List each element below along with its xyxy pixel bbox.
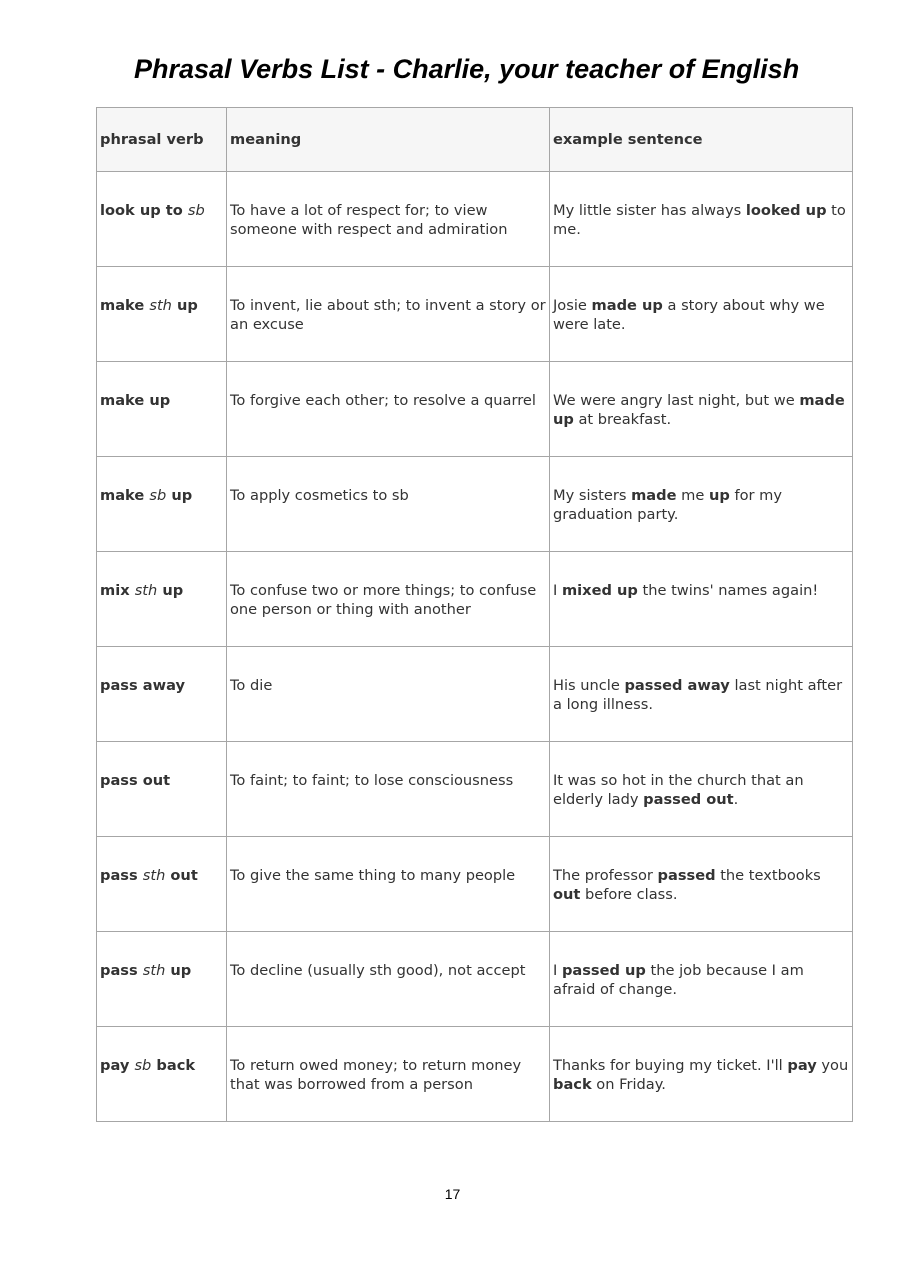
table-row xyxy=(97,172,853,267)
header-phrasal-verb: phrasal verb xyxy=(97,108,227,172)
text-run: make up xyxy=(100,392,171,409)
table-header-row xyxy=(97,108,853,172)
text-run: up xyxy=(165,962,192,979)
example-sentence-cell xyxy=(550,1027,853,1122)
example-sentence-cell xyxy=(550,267,853,362)
text-run: passed away xyxy=(624,677,730,694)
text-run: sb xyxy=(149,487,167,504)
text-run: pay xyxy=(787,1057,817,1074)
text-run: make xyxy=(100,297,150,314)
text-run: We were angry last night, but we xyxy=(553,392,800,409)
text-run: sth xyxy=(134,582,158,599)
text-run: me xyxy=(676,487,709,504)
text-run: passed up xyxy=(561,962,646,979)
page-title: Phrasal Verbs List - Charlie, your teacher of English xyxy=(134,54,800,84)
header-example-sentence: example sentence xyxy=(550,108,853,172)
table-body xyxy=(97,172,853,1122)
text-run: My sisters xyxy=(553,487,632,504)
table-row xyxy=(97,267,853,362)
meaning-cell: To forgive each other; to resolve a quarrel xyxy=(227,362,550,457)
text-run: Thanks for buying my ticket. I'll xyxy=(553,1057,788,1074)
table-row xyxy=(97,362,853,457)
phrasal-verb-cell xyxy=(97,457,227,552)
text-run: passed xyxy=(657,867,716,884)
text-run: the textbooks xyxy=(715,867,821,884)
text-run: back xyxy=(151,1057,196,1074)
text-run: pass out xyxy=(100,772,171,789)
text-run: make xyxy=(100,487,150,504)
text-run: made up xyxy=(553,392,845,428)
text-run: up xyxy=(166,487,193,504)
phrasal-verb-cell xyxy=(97,1027,227,1122)
table-row xyxy=(97,742,853,837)
text-run: sb xyxy=(187,202,205,219)
meaning-cell: To invent, lie about sth; to invent a story or an excuse xyxy=(227,267,550,362)
header-meaning: meaning xyxy=(227,108,550,172)
text-run: a story about why we were late. xyxy=(553,297,825,333)
phrasal-verb-cell xyxy=(97,837,227,932)
meaning-cell: To faint; to faint; to lose consciousness xyxy=(227,742,550,837)
example-sentence-cell xyxy=(550,172,853,267)
text-run: sb xyxy=(134,1057,152,1074)
text-run: sth xyxy=(149,297,172,314)
text-run: last night after a long illness. xyxy=(553,677,843,713)
text-run: to me. xyxy=(553,202,846,238)
text-run: His uncle xyxy=(553,677,625,694)
table-row xyxy=(97,1027,853,1122)
text-run: sth xyxy=(142,962,166,979)
meaning-cell: To return owed money; to return money that was borrowed from a person xyxy=(227,1027,550,1122)
text-run: Josie xyxy=(553,297,592,314)
meaning-cell: To confuse two or more things; to confuse one person or thing with another xyxy=(227,552,550,647)
text-run: sth xyxy=(142,867,166,884)
text-run: out xyxy=(553,886,581,903)
text-run: for my graduation party. xyxy=(553,487,783,523)
text-run: mixed up xyxy=(561,582,638,599)
text-run: passed out xyxy=(643,791,734,808)
phrasal-verb-cell xyxy=(97,932,227,1027)
text-run: up xyxy=(171,297,198,314)
meaning-cell: To die xyxy=(227,647,550,742)
example-sentence-cell xyxy=(550,362,853,457)
example-sentence-cell xyxy=(550,457,853,552)
example-sentence-cell xyxy=(550,742,853,837)
text-run: pass xyxy=(100,962,143,979)
phrasal-verb-cell xyxy=(97,647,227,742)
text-run: pass away xyxy=(100,677,185,694)
text-run: at breakfast. xyxy=(573,411,672,428)
phrasal-verb-cell xyxy=(97,362,227,457)
meaning-cell: To have a lot of respect for; to view someone with respect and admiration xyxy=(227,172,550,267)
text-run: look up to xyxy=(100,202,188,219)
text-run: I xyxy=(553,962,562,979)
meaning-cell: To apply cosmetics to sb xyxy=(227,457,550,552)
text-run: up xyxy=(157,582,184,599)
table-row xyxy=(97,457,853,552)
text-run: on Friday. xyxy=(591,1076,666,1093)
text-run: . xyxy=(733,791,739,808)
meaning-cell: To decline (usually sth good), not accept xyxy=(227,932,550,1027)
phrasal-verb-cell xyxy=(97,552,227,647)
text-run: pay xyxy=(100,1057,135,1074)
example-sentence-cell xyxy=(550,932,853,1027)
table-row xyxy=(97,647,853,742)
text-run: The professor xyxy=(553,867,658,884)
example-sentence-cell xyxy=(550,837,853,932)
text-run: up xyxy=(708,487,730,504)
text-run: looked up xyxy=(745,202,827,219)
meaning-cell: To give the same thing to many people xyxy=(227,837,550,932)
table-row xyxy=(97,932,853,1027)
example-sentence-cell xyxy=(550,647,853,742)
text-run: you xyxy=(816,1057,849,1074)
phrasal-verb-cell xyxy=(97,267,227,362)
phrasal-verb-cell xyxy=(97,742,227,837)
text-run: My little sister has always xyxy=(553,202,746,219)
phrasal-verb-cell xyxy=(97,172,227,267)
text-run: out xyxy=(165,867,198,884)
text-run: pass xyxy=(100,867,143,884)
text-run: I xyxy=(553,582,562,599)
example-sentence-cell xyxy=(550,552,853,647)
table-row xyxy=(97,552,853,647)
text-run: made xyxy=(631,487,677,504)
text-run: made up xyxy=(591,297,663,314)
text-run: It was so hot in the church that an elderly lady xyxy=(553,772,804,808)
text-run: before class. xyxy=(580,886,678,903)
text-run: the twins' names again! xyxy=(637,582,819,599)
text-run: mix xyxy=(100,582,135,599)
table-row xyxy=(97,837,853,932)
phrasal-verbs-table xyxy=(96,107,853,1122)
page-number: 17 xyxy=(444,1186,461,1202)
text-run: back xyxy=(553,1076,592,1093)
text-run: the job because I am afraid of change. xyxy=(553,962,804,998)
